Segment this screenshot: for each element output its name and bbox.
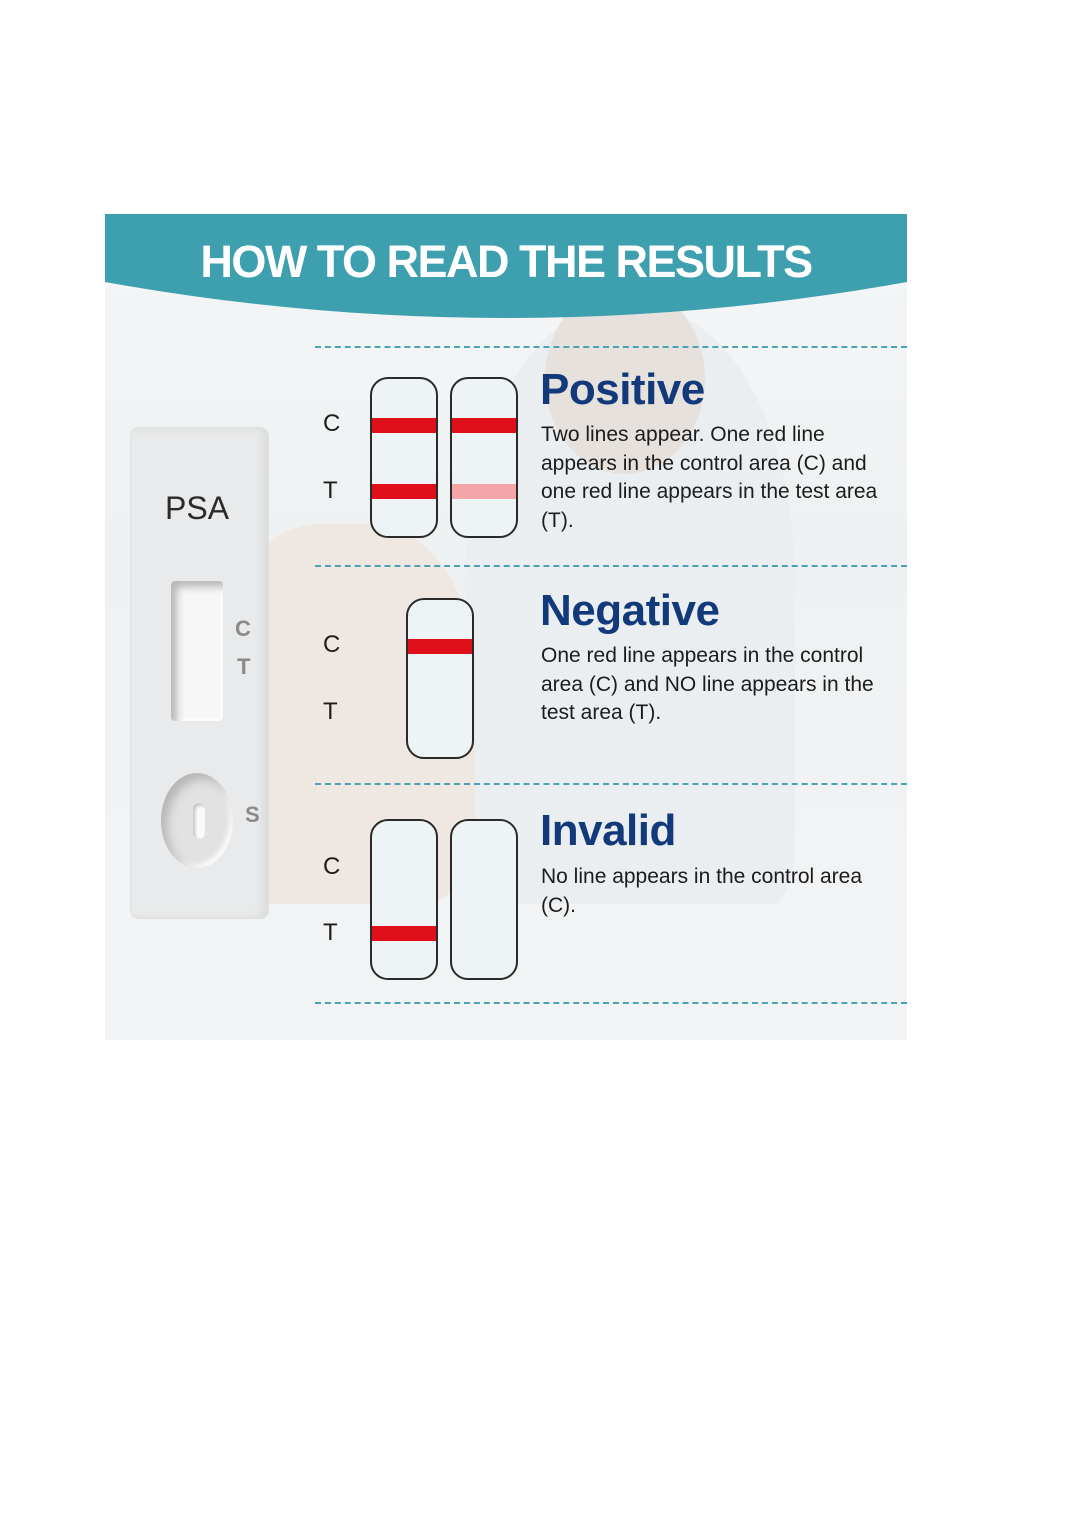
test-line — [372, 926, 436, 941]
invalid-description: No line appears in the control area (C). — [541, 865, 863, 917]
negative-description: One red line appears in the control area (C) and NO line appears in the test area (T). — [541, 644, 874, 724]
control-label: C — [323, 410, 341, 437]
control-label: C — [323, 631, 341, 658]
page-title: HOW TO READ THE RESULTS — [200, 236, 812, 287]
test-label: T — [323, 477, 338, 504]
test-cassette — [131, 428, 268, 918]
positive-strip-faint — [450, 377, 518, 538]
invalid-strip-test-only — [370, 819, 438, 980]
negative-strip — [406, 598, 474, 759]
test-line — [372, 484, 436, 499]
negative-title: Negative — [540, 586, 720, 635]
positive-title: Positive — [540, 365, 705, 414]
divider — [315, 565, 907, 567]
test-line-faint — [452, 484, 516, 499]
device-mark-s: S — [245, 802, 260, 827]
test-label: T — [323, 919, 338, 946]
device-mark-c: C — [235, 616, 251, 641]
control-label: C — [323, 853, 341, 880]
control-line — [452, 418, 516, 433]
positive-description: Two lines appear. One red line appears in the control area (C) and one red line appears in the test area (T). — [541, 423, 878, 532]
result-window — [171, 581, 223, 721]
device-mark-t: T — [237, 654, 251, 679]
test-label: T — [323, 698, 338, 725]
positive-strip-strong — [370, 377, 438, 538]
header-banner — [105, 214, 907, 324]
divider — [315, 783, 907, 785]
control-line — [372, 418, 436, 433]
device-label: PSA — [165, 490, 230, 526]
invalid-title: Invalid — [540, 806, 676, 855]
invalid-strip-blank — [450, 819, 518, 980]
divider — [315, 346, 907, 348]
divider — [315, 1002, 907, 1004]
sample-well-inner — [193, 803, 205, 839]
control-line — [408, 639, 472, 654]
